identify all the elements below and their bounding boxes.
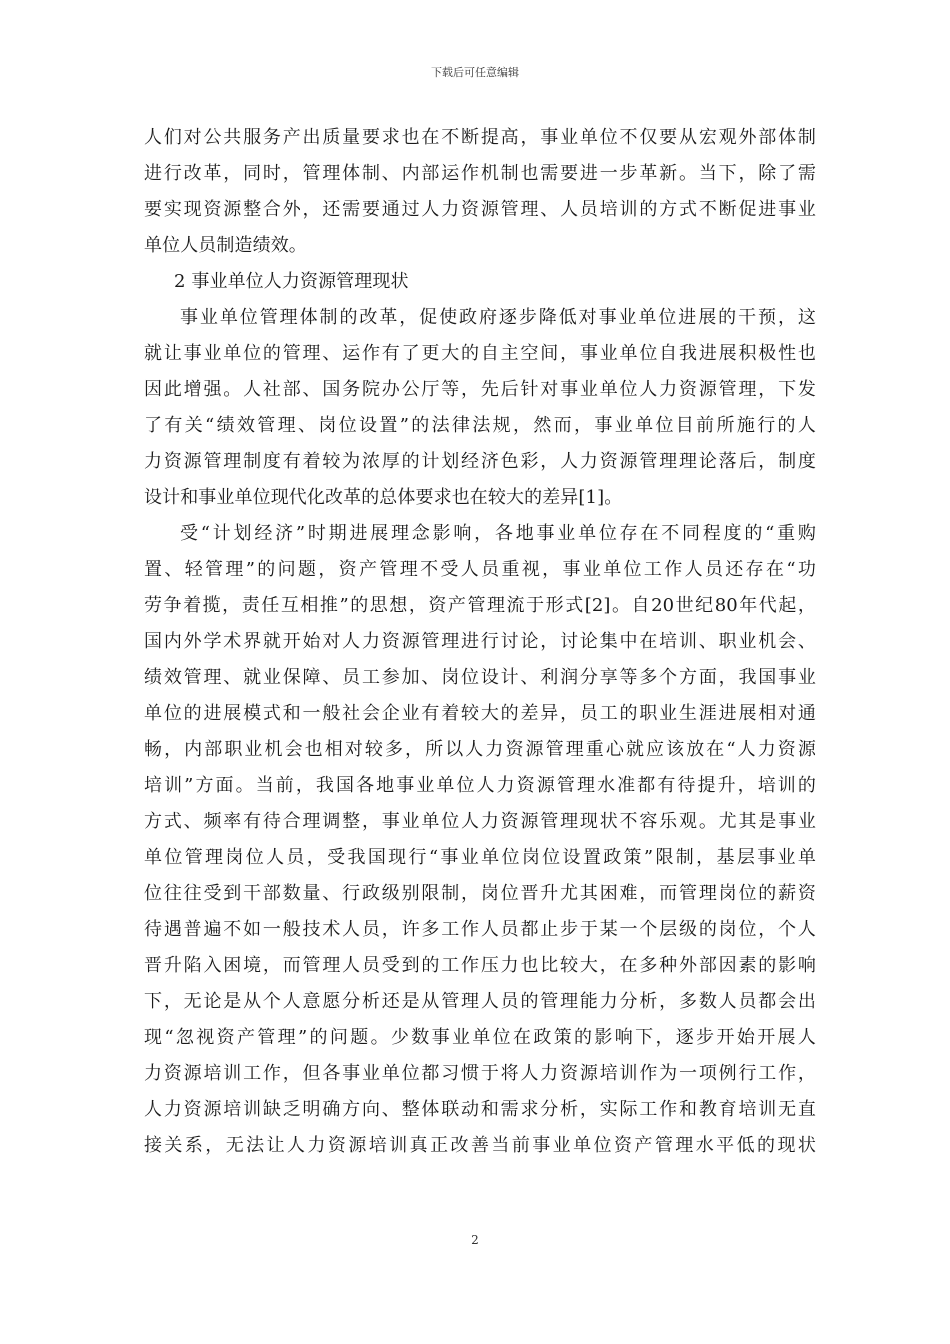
text-line: 绩效管理、就业保障、员工参加、岗位设计、利润分享等多个方面，我国事业: [144, 667, 816, 688]
text-line: 现“忽视资产管理”的问题。少数事业单位在政策的影响下，逐步开始开展人: [144, 1027, 816, 1048]
text-line: 要实现资源整合外，还需要通过人力资源管理、人员培训的方式不断促进事业: [144, 199, 816, 220]
text-line: 力资源培训工作，但各事业单位都习惯于将人力资源培训作为一项例行工作，: [144, 1063, 816, 1084]
section-heading: 2 事业单位人力资源管理现状: [174, 271, 409, 292]
text-line: 待遇普遍不如一般技术人员，许多工作人员都止步于某一个层级的岗位，个人: [144, 919, 816, 940]
body-text: [144, 120, 816, 1164]
text-line: 事业单位管理体制的改革，促使政府逐步降低对事业单位进展的干预，这: [180, 307, 816, 328]
text-line: 下，无论是从个人意愿分析还是从管理人员的管理能力分析，多数人员都会出: [144, 991, 816, 1012]
page-number: 2: [471, 1233, 479, 1247]
text-line: 人力资源培训缺乏明确方向、整体联动和需求分析，实际工作和教育培训无直: [144, 1099, 816, 1120]
text-line: 因此增强。人社部、国务院办公厅等，先后针对事业单位人力资源管理，下发: [144, 379, 816, 400]
text-line: 受“计划经济”时期进展理念影响，各地事业单位存在不同程度的“重购: [180, 523, 816, 544]
text-line: 培训”方面。当前，我国各地事业单位人力资源管理水准都有待提升，培训的: [144, 775, 816, 796]
text-line: 置、轻管理”的问题，资产管理不受人员重视，事业单位工作人员还存在“功: [144, 559, 816, 580]
text-line: 畅，内部职业机会也相对较多，所以人力资源管理重心就应该放在“人力资源: [144, 739, 816, 760]
text-line: 进行改革，同时，管理体制、内部运作机制也需要进一步革新。当下，除了需: [144, 163, 816, 184]
text-line: 单位管理岗位人员，受我国现行“事业单位岗位设置政策”限制，基层事业单: [144, 847, 816, 868]
page-header: 下载后可任意编辑: [431, 66, 519, 79]
text-line: 就让事业单位的管理、运作有了更大的自主空间，事业单位自我进展积极性也: [144, 343, 816, 364]
text-line: 位往往受到干部数量、行政级别限制，岗位晋升尤其困难，而管理岗位的薪资: [144, 883, 816, 904]
text-line: 国内外学术界就开始对人力资源管理进行讨论，讨论集中在培训、职业机会、: [144, 631, 816, 652]
text-line: 接关系，无法让人力资源培训真正改善当前事业单位资产管理水平低的现状: [144, 1135, 816, 1156]
text-line: 了有关“绩效管理、岗位设置”的法律法规，然而，事业单位目前所施行的人: [144, 415, 816, 436]
text-line: 单位的进展模式和一般社会企业有着较大的差异，员工的职业生涯进展相对通: [144, 703, 816, 724]
text-line: 劳争着揽，责任互相推”的思想，资产管理流于形式[2]。自20世纪80年代起，: [144, 595, 816, 616]
text-line: 方式、频率有待合理调整，事业单位人力资源管理现状不容乐观。尤其是事业: [144, 811, 816, 832]
text-line: 力资源管理制度有着较为浓厚的计划经济色彩，人力资源管理理论落后，制度: [144, 451, 816, 472]
text-line: 设计和事业单位现代化改革的总体要求也在较大的差异[1]。: [144, 487, 623, 508]
text-line: 晋升陷入困境，而管理人员受到的工作压力也比较大，在多种外部因素的影响: [144, 955, 816, 976]
text-line: 人们对公共服务产出质量要求也在不断提高，事业单位不仅要从宏观外部体制: [144, 127, 816, 148]
text-line: 单位人员制造绩效。: [144, 235, 307, 256]
